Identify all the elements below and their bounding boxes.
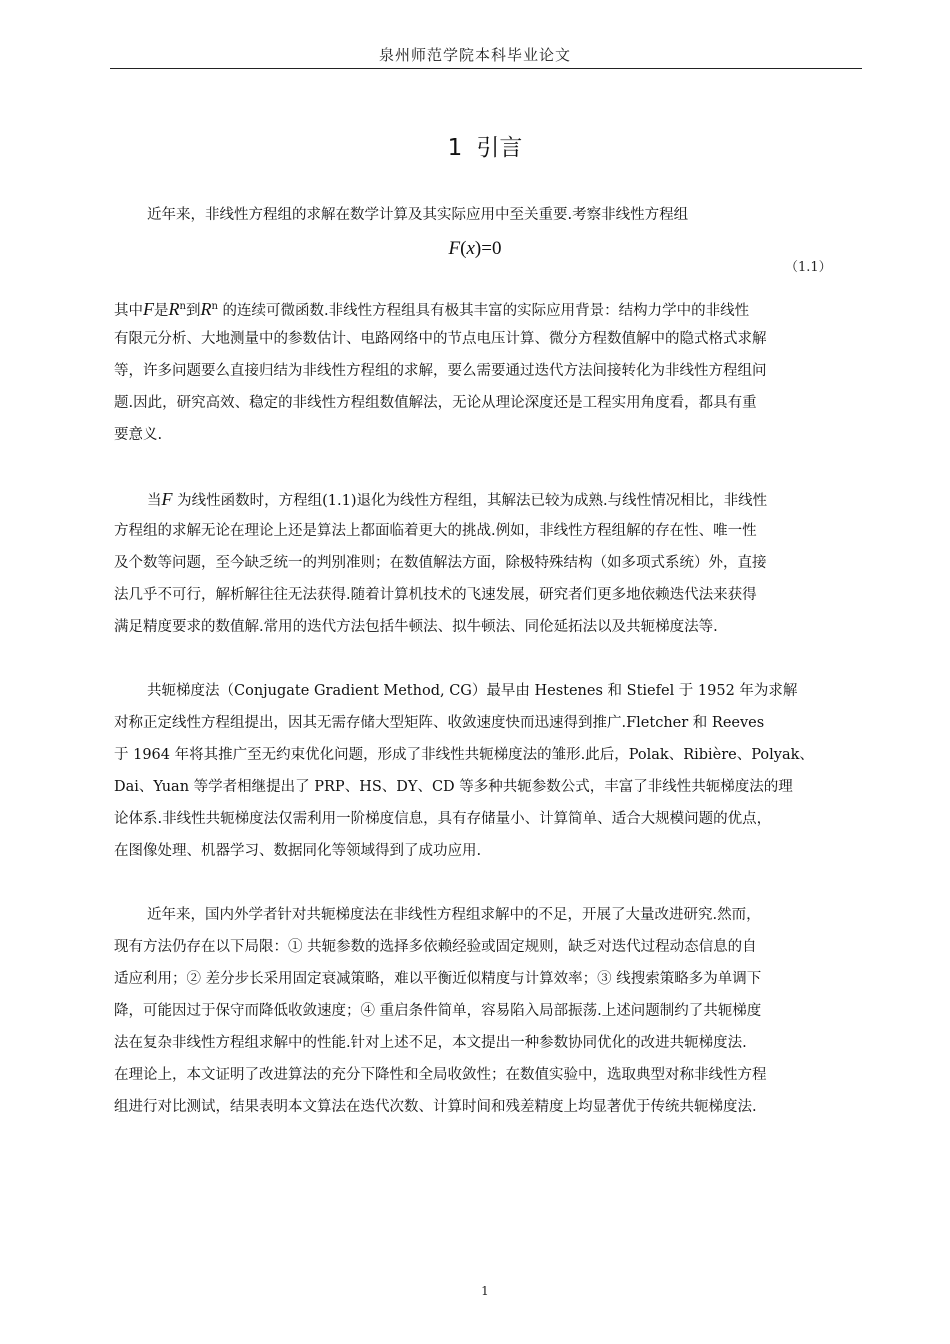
intro-line: 近年来，非线性方程组的求解在数学计算及其实际应用中至关重要.考察非线性方程组 bbox=[147, 207, 689, 223]
p1-n2: n bbox=[211, 301, 218, 312]
p1-to: 到 bbox=[185, 303, 201, 319]
paragraph-2-line: 方程组的求解无论在理论上还是算法上都面临着更大的挑战.例如，非线性方程组解的存在性、唯一性 bbox=[114, 523, 757, 539]
equation-paren-open: ( bbox=[460, 238, 467, 259]
p1-R2: R bbox=[200, 299, 212, 319]
paragraph-4-line: 适应利用；② 差分步长采用固定衰减策略，难以平衡近似精度与计算效率；③ 线搜索策略多为单调下 bbox=[114, 971, 762, 987]
equation-number: （1.1） bbox=[785, 260, 832, 275]
paragraph-2-line: 及个数等问题，至今缺乏统一的判别准则；在数值解法方面，除极特殊结构（如多项式系统）外，直接 bbox=[114, 555, 767, 571]
p1-line1-rest: 的连续可微函数.非线性方程组具有极其丰富的实际应用背景：结构力学中的非线性 bbox=[217, 303, 750, 319]
paragraph-3-line: Dai、Yuan 等学者相继提出了 PRP、HS、DY、CD 等多种共轭参数公式，丰富了非线性共轭梯度法的理 bbox=[114, 779, 793, 795]
paragraph-3-line: 于 1964 年将其推广至无约束优化问题，形成了非线性共轭梯度法的雏形.此后，Polak、Ribière、Polyak、 bbox=[114, 747, 814, 763]
p1-is: 是 bbox=[154, 303, 169, 319]
paragraph-3-line: 对称正定线性方程组提出，因其无需存储大型矩阵、收敛速度快而迅速得到推广.Fletcher 和 Reeves bbox=[114, 715, 765, 731]
paragraph-4-line: 降，可能因过于保守而降低收敛速度；④ 重启条件简单，容易陷入局部振荡.上述问题制约了共轭梯度 bbox=[114, 1003, 762, 1019]
paragraph-1-line-1 bbox=[114, 291, 862, 323]
paragraph-4-line: 近年来，国内外学者针对共轭梯度法在非线性方程组求解中的不足，开展了大量改进研究.然而， bbox=[147, 907, 761, 923]
paragraph-1-line: 要意义. bbox=[114, 427, 163, 443]
chapter-title bbox=[0, 129, 950, 162]
p1-F: F bbox=[143, 299, 154, 319]
paragraph-1 bbox=[114, 291, 862, 451]
p1-R1: R bbox=[168, 299, 180, 319]
paragraph-1-line: 等，许多问题要么直接归结为非线性方程组的求解，要么需要通过迭代方法间接转化为非线性方程组问 bbox=[114, 363, 767, 379]
equation-paren-close: ) bbox=[474, 238, 482, 259]
paragraph-1-line: 题.因此，研究高效、稳定的非线性方程组数值解法，无论从理论深度还是工程实用角度看，都具有重 bbox=[114, 395, 757, 411]
header-rule bbox=[110, 68, 862, 69]
page-number: 1 bbox=[481, 1284, 489, 1298]
p2-prefix: 当 bbox=[147, 493, 162, 509]
p2-line1-rest: 为线性函数时，方程组(1.1)退化为线性方程组，其解法已较为成熟.与线性情况相比，非线性 bbox=[172, 493, 768, 509]
paragraph-4-line: 组进行对比测试，结果表明本文算法在迭代次数、计算时间和残差精度上均显著优于传统共轭梯度法. bbox=[114, 1099, 757, 1115]
p2-F: F bbox=[161, 489, 173, 509]
intro-paragraph bbox=[114, 199, 862, 231]
equation-rhs: =0 bbox=[481, 238, 502, 259]
paragraph-4-line: 在理论上，本文证明了改进算法的充分下降性和全局收敛性；在数值实验中，选取典型对称非线性方程 bbox=[114, 1067, 767, 1083]
paragraph-2-line: 满足精度要求的数值解.常用的迭代方法包括牛顿法、拟牛顿法、同伦延拓法以及共轭梯度法等. bbox=[114, 619, 718, 635]
paragraph-3 bbox=[114, 675, 862, 867]
paragraph-2 bbox=[114, 483, 862, 643]
p1-n1: n bbox=[179, 301, 186, 312]
paragraph-2-line: 法几乎不可行，解析解往往无法获得.随着计算机技术的飞速发展，研究者们更多地依赖迭代法来获得 bbox=[114, 587, 757, 603]
paragraph-3-line: 论体系.非线性共轭梯度法仅需利用一阶梯度信息，具有存储量小、计算简单、适合大规模问题的优点， bbox=[114, 811, 772, 827]
chapter-number: 1 bbox=[447, 135, 463, 161]
paragraph-4 bbox=[114, 899, 862, 1123]
paragraph-3-line: 共轭梯度法（Conjugate Gradient Method, CG）最早由 Hestenes 和 Stiefel 于 1952 年为求解 bbox=[147, 683, 798, 699]
paragraph-2-line-1 bbox=[114, 483, 862, 515]
chapter-title-text: 引言 bbox=[476, 135, 523, 161]
p1-prefix: 其中 bbox=[114, 303, 143, 319]
paragraph-4-line: 现有方法仍存在以下局限：① 共轭参数的选择多依赖经验或固定规则，缺乏对迭代过程动态信息的自 bbox=[114, 939, 757, 955]
header-title: 泉州师范学院本科毕业论文 bbox=[378, 46, 571, 64]
equation-func: F bbox=[448, 238, 461, 259]
paragraph-3-line: 在图像处理、机器学习、数据同化等领域得到了成功应用. bbox=[114, 843, 482, 859]
paragraph-4-line: 法在复杂非线性方程组求解中的性能.针对上述不足，本文提出一种参数协同优化的改进共轭梯度法. bbox=[114, 1035, 747, 1051]
equation-var: x bbox=[466, 238, 475, 259]
paragraph-1-line: 有限元分析、大地测量中的参数估计、电路网络中的节点电压计算、微分方程数值解中的隐式格式求解 bbox=[114, 331, 767, 347]
